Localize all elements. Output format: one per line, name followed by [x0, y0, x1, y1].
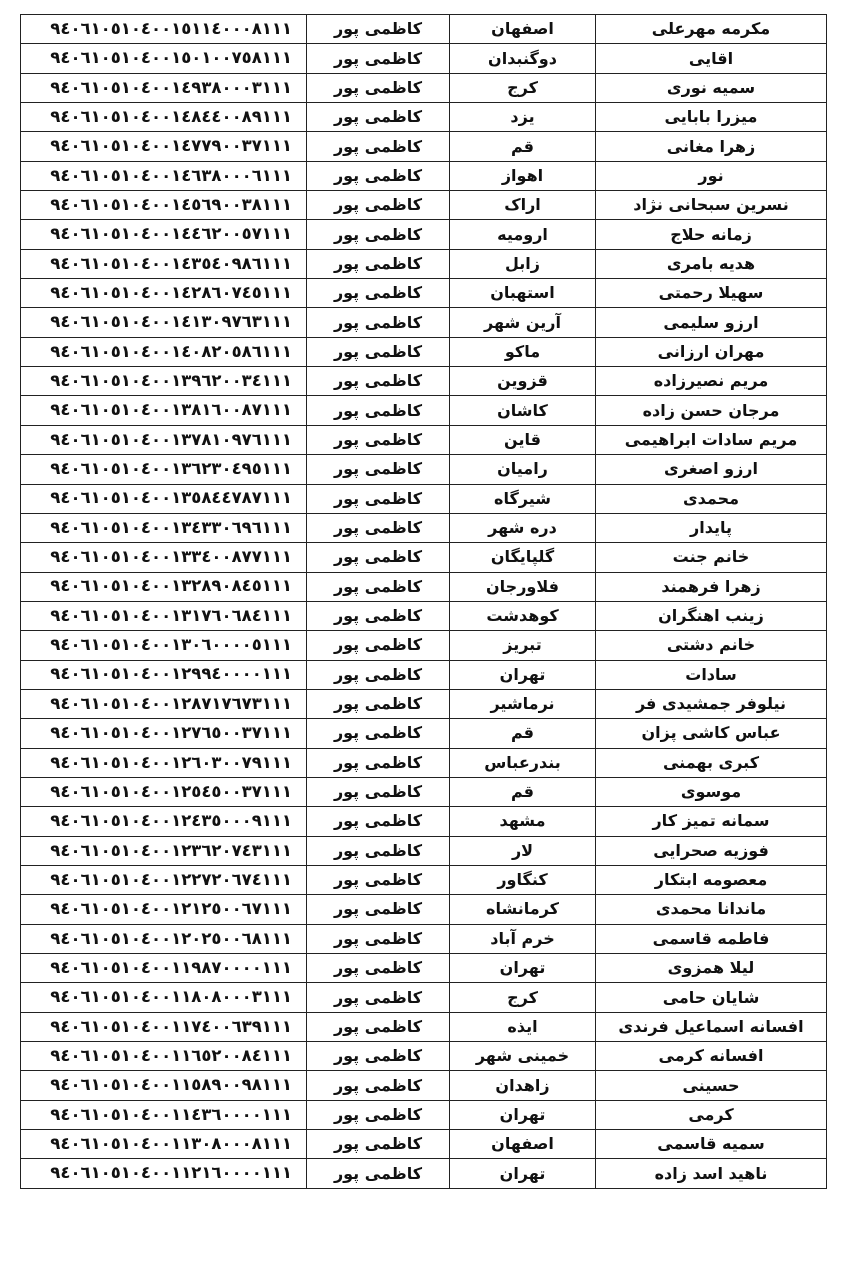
code-cell: ۹٤۰٦١۰٥١۰٤۰۰١٣١٧٦۰٦٨٤١١١ — [21, 601, 307, 630]
name-cell: خانم دشتی — [596, 631, 827, 660]
family-cell: کاظمی پور — [307, 1159, 450, 1188]
family-cell: کاظمی پور — [307, 777, 450, 806]
code-cell: ۹٤۰٦١۰٥١۰٤۰۰١٣٨١٦۰۰٨٧١١١ — [21, 396, 307, 425]
city-cell: قم — [450, 132, 596, 161]
name-cell: سمیه قاسمی — [596, 1130, 827, 1159]
family-cell: کاظمی پور — [307, 396, 450, 425]
name-cell: ارزو سلیمی — [596, 308, 827, 337]
city-cell: زاهدان — [450, 1071, 596, 1100]
city-cell: مشهد — [450, 807, 596, 836]
code-cell: ۹٤۰٦١۰٥١۰٤۰۰١١٧٤۰۰٦٣۹١١١ — [21, 1012, 307, 1041]
table-row — [21, 601, 827, 630]
code-cell: ۹٤۰٦١۰٥١۰٤۰۰١٤٧٧۹۰۰٣٧١١١ — [21, 132, 307, 161]
table-row — [21, 308, 827, 337]
city-cell: قم — [450, 777, 596, 806]
city-cell: شیرگاه — [450, 484, 596, 513]
name-cell: سادات — [596, 660, 827, 689]
city-cell: کرج — [450, 73, 596, 102]
code-cell: ۹٤۰٦١۰٥١۰٤۰۰١٤٣٥٤۰۹٨٦١١١ — [21, 249, 307, 278]
table-row — [21, 572, 827, 601]
city-cell: تهران — [450, 660, 596, 689]
city-cell: دره شهر — [450, 513, 596, 542]
table-row — [21, 132, 827, 161]
family-cell: کاظمی پور — [307, 1042, 450, 1071]
code-cell: ۹٤۰٦١۰٥١۰٤۰۰١٢۰٢٥۰۰٦٨١١١ — [21, 924, 307, 953]
family-cell: کاظمی پور — [307, 689, 450, 718]
name-cell: مهران ارزانی — [596, 337, 827, 366]
city-cell: کرج — [450, 983, 596, 1012]
code-cell: ۹٤۰٦١۰٥١۰٤۰۰١١٣۰٨۰۰۰٨١١١ — [21, 1130, 307, 1159]
name-cell: نیلوفر جمشیدی فر — [596, 689, 827, 718]
family-cell: کاظمی پور — [307, 161, 450, 190]
name-cell: سهیلا رحمتی — [596, 279, 827, 308]
family-cell: کاظمی پور — [307, 279, 450, 308]
code-cell: ۹٤۰٦١۰٥١۰٤۰۰١٤٥٦۹۰۰٣٨١١١ — [21, 191, 307, 220]
family-cell: کاظمی پور — [307, 631, 450, 660]
city-cell: گلپایگان — [450, 543, 596, 572]
city-cell: اهواز — [450, 161, 596, 190]
city-cell: قم — [450, 719, 596, 748]
family-cell: کاظمی پور — [307, 220, 450, 249]
family-cell: کاظمی پور — [307, 103, 450, 132]
city-cell: تهران — [450, 1159, 596, 1188]
table-row — [21, 337, 827, 366]
family-cell: کاظمی پور — [307, 660, 450, 689]
table-row — [21, 425, 827, 454]
city-cell: کرمانشاه — [450, 895, 596, 924]
name-cell: حسینی — [596, 1071, 827, 1100]
table-row — [21, 777, 827, 806]
city-cell: ماکو — [450, 337, 596, 366]
table-row — [21, 807, 827, 836]
table-row — [21, 983, 827, 1012]
code-cell: ۹٤۰٦١۰٥١۰٤۰۰١٣٦٢٣۰٤۹٥١١١ — [21, 455, 307, 484]
name-cell: کبری بهمنی — [596, 748, 827, 777]
code-cell: ۹٤۰٦١۰٥١۰٤۰۰١٣۰٦۰۰۰۰٥١١١ — [21, 631, 307, 660]
table-row — [21, 748, 827, 777]
city-cell: فلاورجان — [450, 572, 596, 601]
name-cell: زمانه حلاج — [596, 220, 827, 249]
name-cell: سمیه نوری — [596, 73, 827, 102]
name-cell: معصومه ابتکار — [596, 865, 827, 894]
name-cell: افسانه کرمی — [596, 1042, 827, 1071]
code-cell: ۹٤۰٦١۰٥١۰٤۰۰١٢٥٤٥۰۰٣٧١١١ — [21, 777, 307, 806]
family-cell: کاظمی پور — [307, 191, 450, 220]
family-cell: کاظمی پور — [307, 748, 450, 777]
code-cell: ۹٤۰٦١۰٥١۰٤۰۰١١٤٣٦۰۰۰۰١١١ — [21, 1100, 307, 1129]
table-row — [21, 895, 827, 924]
table-row — [21, 836, 827, 865]
code-cell: ۹٤۰٦١۰٥١۰٤۰۰١٣٢٨۹۰٨٤٥١١١ — [21, 572, 307, 601]
family-cell: کاظمی پور — [307, 719, 450, 748]
records-sheet — [20, 14, 826, 1189]
name-cell: عباس کاشی پزان — [596, 719, 827, 748]
family-cell: کاظمی پور — [307, 601, 450, 630]
family-cell: کاظمی پور — [307, 924, 450, 953]
family-cell: کاظمی پور — [307, 455, 450, 484]
code-cell: ۹٤۰٦١۰٥١۰٤۰۰١٢٢٧٢۰٦٧٤١١١ — [21, 865, 307, 894]
name-cell: ناهید اسد زاده — [596, 1159, 827, 1188]
city-cell: تبریز — [450, 631, 596, 660]
code-cell: ۹٤۰٦١۰٥١۰٤۰۰١٢١٢٥۰۰٦٧١١١ — [21, 895, 307, 924]
city-cell: اراک — [450, 191, 596, 220]
table-row — [21, 954, 827, 983]
name-cell: زینب اهنگران — [596, 601, 827, 630]
code-cell: ۹٤۰٦١۰٥١۰٤۰۰١٤٤٦٢۰۰٥٧١١١ — [21, 220, 307, 249]
name-cell: مریم نصیرزاده — [596, 367, 827, 396]
table-row — [21, 249, 827, 278]
family-cell: کاظمی پور — [307, 367, 450, 396]
city-cell: اصفهان — [450, 15, 596, 44]
name-cell: ارزو اصغری — [596, 455, 827, 484]
records-table — [20, 14, 827, 1189]
name-cell: موسوی — [596, 777, 827, 806]
table-row — [21, 484, 827, 513]
family-cell: کاظمی پور — [307, 484, 450, 513]
city-cell: نرماشیر — [450, 689, 596, 718]
table-row — [21, 513, 827, 542]
city-cell: آرین شهر — [450, 308, 596, 337]
city-cell: کاشان — [450, 396, 596, 425]
family-cell: کاظمی پور — [307, 249, 450, 278]
family-cell: کاظمی پور — [307, 865, 450, 894]
table-row — [21, 279, 827, 308]
table-row — [21, 1012, 827, 1041]
code-cell: ۹٤۰٦١۰٥١۰٤۰۰١٣۹٦٢۰۰٣٤١١١ — [21, 367, 307, 396]
code-cell: ۹٤۰٦١۰٥١۰٤۰۰١٥۰١۰۰٧٥٨١١١ — [21, 44, 307, 73]
code-cell: ۹٤۰٦١۰٥١۰٤۰۰١٢٦۰٣۰۰٧۹١١١ — [21, 748, 307, 777]
name-cell: سمانه تمیز کار — [596, 807, 827, 836]
table-row — [21, 15, 827, 44]
table-row — [21, 689, 827, 718]
table-row — [21, 719, 827, 748]
name-cell: میزرا بابایی — [596, 103, 827, 132]
table-row — [21, 1159, 827, 1188]
name-cell: نسرین سبحانی نژاد — [596, 191, 827, 220]
family-cell: کاظمی پور — [307, 1071, 450, 1100]
code-cell: ۹٤۰٦١۰٥١۰٤۰۰١١٢١٦۰۰۰۰١١١ — [21, 1159, 307, 1188]
city-cell: رامیان — [450, 455, 596, 484]
table-row — [21, 73, 827, 102]
city-cell: تهران — [450, 954, 596, 983]
code-cell: ۹٤۰٦١۰٥١۰٤۰۰١٢٧٦٥۰۰٣٧١١١ — [21, 719, 307, 748]
family-cell: کاظمی پور — [307, 337, 450, 366]
name-cell: فوزیه صحرایی — [596, 836, 827, 865]
table-row — [21, 543, 827, 572]
family-cell: کاظمی پور — [307, 1100, 450, 1129]
name-cell: هدیه بامری — [596, 249, 827, 278]
name-cell: پایدار — [596, 513, 827, 542]
city-cell: خرم آباد — [450, 924, 596, 953]
city-cell: لار — [450, 836, 596, 865]
family-cell: کاظمی پور — [307, 1012, 450, 1041]
family-cell: کاظمی پور — [307, 1130, 450, 1159]
code-cell: ۹٤۰٦١۰٥١۰٤۰۰١٤۹٣٨۰۰۰٣١١١ — [21, 73, 307, 102]
code-cell: ۹٤۰٦١۰٥١۰٤۰۰١١٦٥٢۰۰٨٤١١١ — [21, 1042, 307, 1071]
code-cell: ۹٤۰٦١۰٥١۰٤۰۰١٢٣٦٢۰٧٤٣١١١ — [21, 836, 307, 865]
name-cell: کرمی — [596, 1100, 827, 1129]
table-row — [21, 44, 827, 73]
city-cell: یزد — [450, 103, 596, 132]
code-cell: ۹٤۰٦١۰٥١۰٤۰۰١٣٥٨٤٤٧٨٧١١١ — [21, 484, 307, 513]
city-cell: قزوین — [450, 367, 596, 396]
table-row — [21, 1071, 827, 1100]
family-cell: کاظمی پور — [307, 983, 450, 1012]
family-cell: کاظمی پور — [307, 73, 450, 102]
city-cell: تهران — [450, 1100, 596, 1129]
family-cell: کاظمی پور — [307, 44, 450, 73]
family-cell: کاظمی پور — [307, 425, 450, 454]
table-row — [21, 455, 827, 484]
name-cell: زهرا فرهمند — [596, 572, 827, 601]
code-cell: ۹٤۰٦١۰٥١۰٤۰۰١٤٦٣٨۰۰۰٦١١١ — [21, 161, 307, 190]
name-cell: لیلا همزوی — [596, 954, 827, 983]
family-cell: کاظمی پور — [307, 836, 450, 865]
family-cell: کاظمی پور — [307, 132, 450, 161]
name-cell: زهرا مغانی — [596, 132, 827, 161]
table-row — [21, 220, 827, 249]
table-row — [21, 396, 827, 425]
code-cell: ۹٤۰٦١۰٥١۰٤۰۰١٢٤٣٥۰۰۰۹١١١ — [21, 807, 307, 836]
city-cell: اصفهان — [450, 1130, 596, 1159]
name-cell: محمدی — [596, 484, 827, 513]
city-cell: کوهدشت — [450, 601, 596, 630]
code-cell: ۹٤۰٦١۰٥١۰٤۰۰١٤٨٤٤۰۰٨۹١١١ — [21, 103, 307, 132]
name-cell: اقایی — [596, 44, 827, 73]
city-cell: کنگاور — [450, 865, 596, 894]
city-cell: ارومیه — [450, 220, 596, 249]
name-cell: فاطمه قاسمی — [596, 924, 827, 953]
city-cell: استهبان — [450, 279, 596, 308]
family-cell: کاظمی پور — [307, 954, 450, 983]
table-row — [21, 1130, 827, 1159]
family-cell: کاظمی پور — [307, 543, 450, 572]
family-cell: کاظمی پور — [307, 807, 450, 836]
records-table-body — [21, 15, 827, 1189]
table-row — [21, 161, 827, 190]
name-cell: خانم جنت — [596, 543, 827, 572]
code-cell: ۹٤۰٦١۰٥١۰٤۰۰١٣٣٤۰۰٨٧٧١١١ — [21, 543, 307, 572]
name-cell: ماندانا محمدی — [596, 895, 827, 924]
name-cell: نور — [596, 161, 827, 190]
table-row — [21, 865, 827, 894]
table-row — [21, 1042, 827, 1071]
family-cell: کاظمی پور — [307, 895, 450, 924]
table-row — [21, 1100, 827, 1129]
code-cell: ۹٤۰٦١۰٥١۰٤۰۰١١٥٨۹۰۰۹٨١١١ — [21, 1071, 307, 1100]
city-cell: زابل — [450, 249, 596, 278]
family-cell: کاظمی پور — [307, 15, 450, 44]
code-cell: ۹٤۰٦١۰٥١۰٤۰۰١١۹٨٧۰۰۰۰١١١ — [21, 954, 307, 983]
table-row — [21, 660, 827, 689]
code-cell: ۹٤۰٦١۰٥١۰٤۰۰١٤١٣۰۹٧٦٣١١١ — [21, 308, 307, 337]
table-row — [21, 924, 827, 953]
name-cell: شایان حامی — [596, 983, 827, 1012]
city-cell: ایذه — [450, 1012, 596, 1041]
family-cell: کاظمی پور — [307, 572, 450, 601]
city-cell: خمینی شهر — [450, 1042, 596, 1071]
city-cell: بندرعباس — [450, 748, 596, 777]
name-cell: مریم سادات ابراهیمی — [596, 425, 827, 454]
code-cell: ۹٤۰٦١۰٥١۰٤۰۰١٢۹۹٤۰۰۰۰١١١ — [21, 660, 307, 689]
code-cell: ۹٤۰٦١۰٥١۰٤۰۰١٢٨٧١٧٦٧٣١١١ — [21, 689, 307, 718]
code-cell: ۹٤۰٦١۰٥١۰٤۰۰١٣٧٨١۰۹٧٦١١١ — [21, 425, 307, 454]
table-row — [21, 103, 827, 132]
city-cell: قاین — [450, 425, 596, 454]
name-cell: مرجان حسن زاده — [596, 396, 827, 425]
family-cell: کاظمی پور — [307, 513, 450, 542]
code-cell: ۹٤۰٦١۰٥١۰٤۰۰١٥١١٤۰۰۰٨١١١ — [21, 15, 307, 44]
family-cell: کاظمی پور — [307, 308, 450, 337]
code-cell: ۹٤۰٦١۰٥١۰٤۰۰١٤۰٨٢۰٥٨٦١١١ — [21, 337, 307, 366]
table-row — [21, 367, 827, 396]
table-row — [21, 631, 827, 660]
name-cell: افسانه اسماعیل فرندی — [596, 1012, 827, 1041]
name-cell: مکرمه مهرعلی — [596, 15, 827, 44]
code-cell: ۹٤۰٦١۰٥١۰٤۰۰١٤٢٨٦۰٧٤٥١١١ — [21, 279, 307, 308]
code-cell: ۹٤۰٦١۰٥١۰٤۰۰١١٨۰٨۰۰۰٣١١١ — [21, 983, 307, 1012]
code-cell: ۹٤۰٦١۰٥١۰٤۰۰١٣٤٣٣۰٦۹٦١١١ — [21, 513, 307, 542]
table-row — [21, 191, 827, 220]
city-cell: دوگنبدان — [450, 44, 596, 73]
